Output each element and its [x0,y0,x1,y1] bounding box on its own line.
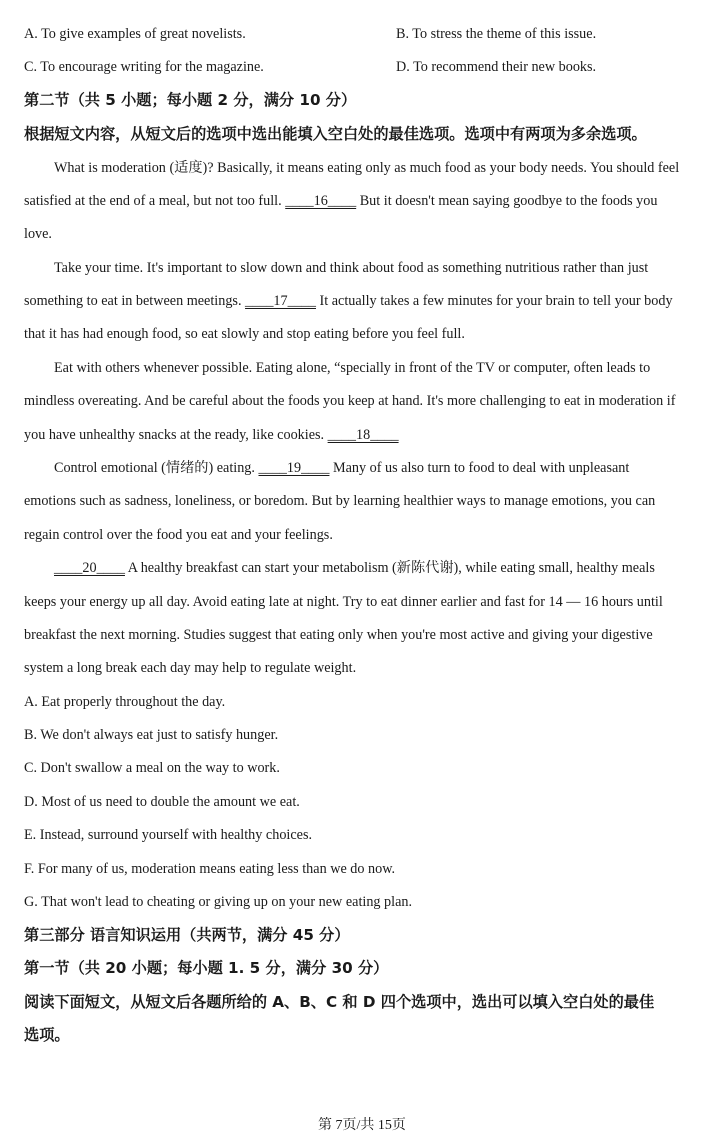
passage-p5-line2: keeps your energy up all day. Avoid eating late at night. Try to eat dinner earlier and fast for 14 — 16 hours until [24,594,663,610]
passage-text: A healthy breakfast can start your metabolism (新陈代谢), while eating small, healthy meals [124,560,655,576]
option-d: D. Most of us need to double the amount we eat. [24,794,300,810]
passage-p1-line1: What is moderation (适度)? Basically, it means eating only as much food as your body needs. You should feel [54,160,680,176]
prev-option-row-cd [24,57,714,77]
part3-instruction-line1: 阅读下面短文，从短文后各题所给的 A、B、C 和 D 四个选项中，选出可以填入空白处的最佳 [24,993,655,1011]
passage-p5-line4: system a long break each day may help to regulate weight. [24,660,357,676]
passage-p4-line3: regain control over the food you eat and your feelings. [24,527,333,543]
passage-p1-line2 [24,191,714,211]
passage-p1-line3: love. [24,226,52,242]
passage-text: something to eat in between meetings. [24,293,246,309]
passage-p3-line1: Eat with others whenever possible. Eating alone, “specially in front of the TV or computer, often leads to [54,360,651,376]
passage-p2-line3: that it has had enough food, so eat slowly and stop eating before you feel full. [24,326,465,342]
prev-option-b: B. To stress the theme of this issue. [396,26,597,42]
prev-option-c: C. To encourage writing for the magazine. [24,59,264,75]
blank-20: ____20____ [54,560,125,576]
part3-heading: 第三部分 语言知识运用（共两节，满分 45 分） [24,926,350,944]
blank-19: ____19____ [258,460,330,476]
passage-text: satisfied at the end of a meal, but not too full. [24,193,286,209]
blank-17: ____17____ [245,293,316,309]
passage-text: you have unhealthy snacks at the ready, like cookies. [24,427,328,443]
passage-text: It actually takes a few minutes for your brain to tell your body [315,293,673,309]
option-a: A. Eat properly throughout the day. [24,694,226,710]
passage-text: But it doesn't mean saying goodbye to the foods you [356,193,658,209]
passage-p3-line3 [24,425,714,445]
passage-p2-line2 [24,291,714,311]
option-f: F. For many of us, moderation means eating less than we do now. [24,861,396,877]
prev-option-a: A. To give examples of great novelists. [24,26,246,42]
option-g: G. That won't lead to cheating or giving up on your new eating plan. [24,894,413,910]
passage-text: Many of us also turn to food to deal with unpleasant [329,460,630,476]
part3-instruction-line2: 选项。 [24,1026,70,1044]
passage-p4-line2: emotions such as sadness, loneliness, or boredom. But by learning healthier ways to manage emotions, you can [24,493,656,509]
passage-p5-line3: breakfast the next morning. Studies suggest that eating only when you're most active and giving your digestive [24,627,653,643]
option-e: E. Instead, surround yourself with healthy choices. [24,827,313,843]
passage-p5-line1 [54,558,714,578]
option-c: C. Don't swallow a meal on the way to work. [24,760,280,776]
option-b: B. We don't always eat just to satisfy hunger. [24,727,279,743]
part3-section1-heading: 第一节（共 20 小题；每小题 1. 5 分，满分 30 分） [24,959,389,977]
prev-option-row-ab [24,24,714,44]
page-number: 第 7页/共 15页 [318,1118,406,1133]
blank-16: ____16____ [285,193,357,209]
passage-p3-line2: mindless overeating. And be careful about the foods you keep at hand. It's more challenging to eat in moderation if [24,393,676,409]
blank-18: ____18____ [327,427,399,443]
passage-text: Control emotional (情绪的) eating. [54,460,259,476]
passage-p4-line1 [54,458,714,478]
passage-p2-line1: Take your time. It's important to slow down and think about food as something nutritious rather than just [54,260,649,276]
prev-option-d: D. To recommend their new books. [396,59,597,75]
section2-instruction: 根据短文内容，从短文后的选项中选出能填入空白处的最佳选项。选项中有两项为多余选项。 [24,125,647,143]
section2-heading: 第二节（共 5 小题；每小题 2 分，满分 10 分） [24,91,357,109]
